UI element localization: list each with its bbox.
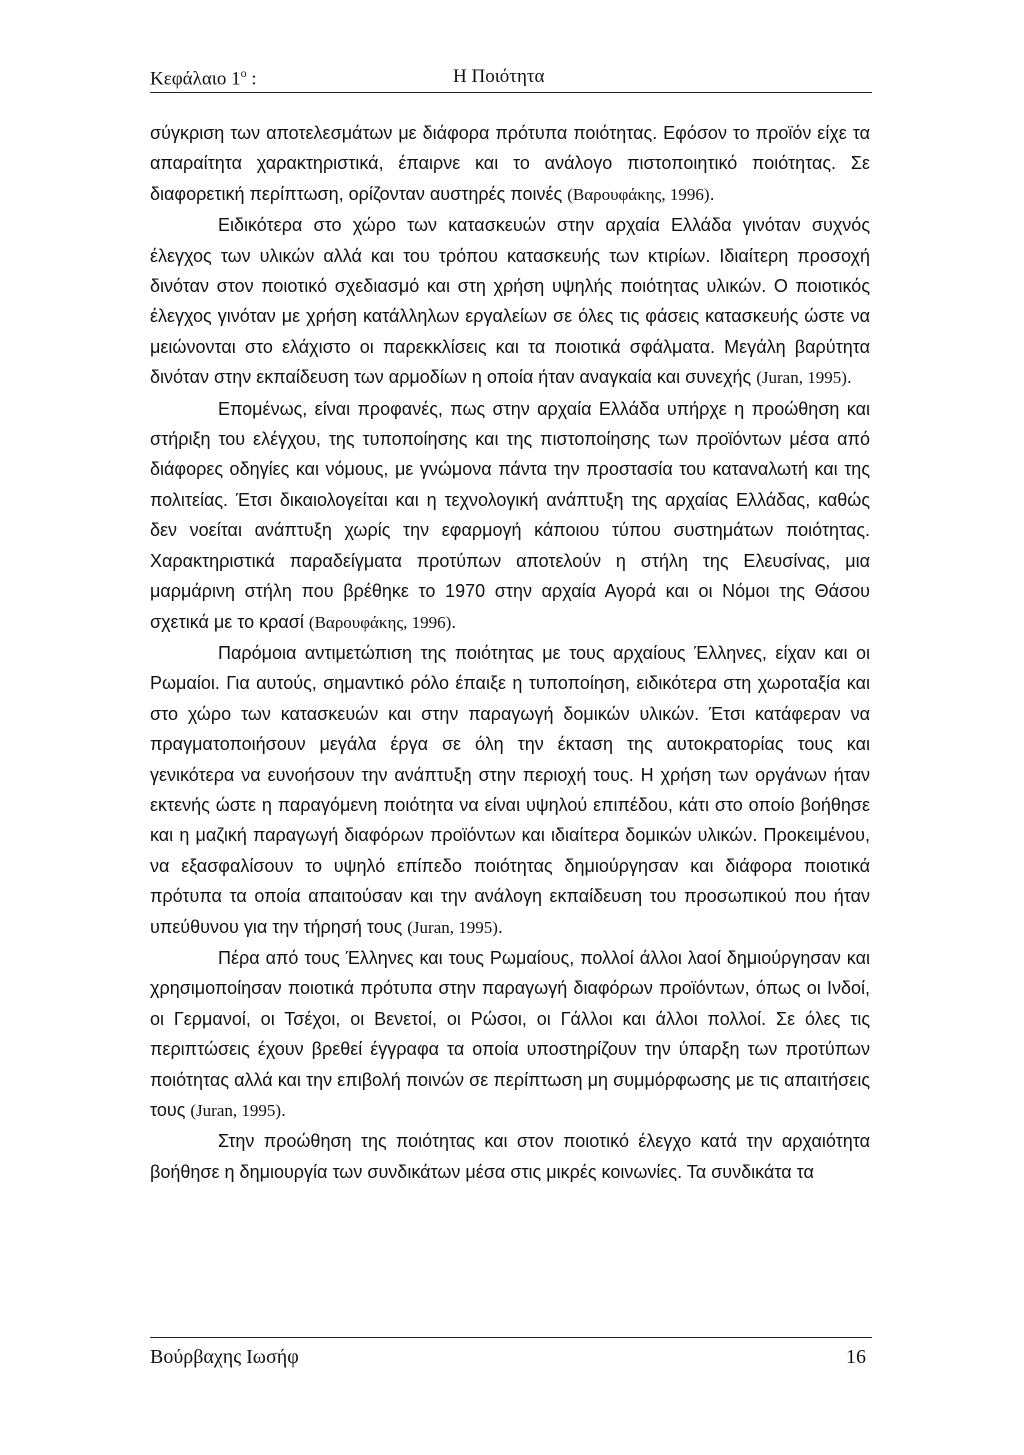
citation: (Βαρουφάκης, 1996) xyxy=(567,184,710,204)
chapter-label xyxy=(150,66,257,90)
paragraph-4 xyxy=(150,638,870,943)
paragraph-text: Ειδικότερα στο χώρο των κατασκευών στην αρχαία Ελλάδα γινόταν συχνός έλεγχος των υλικών αλλά και του τρόπου κατασκευής των κτιρίων. Ιδιαίτερη προσοχή δινόταν στον ποιοτικό σχεδιασμό και στη χρήση υψηλής ποιότητας υλικών. Ο ποιοτικός έλεγχος γινόταν με χρήση κατάλληλων εργαλείων σε όλες τις φάσεις κατασκευής ώστε να μειώνονται στο ελάχιστο οι παρεκκλίσεις και τα ποιοτικά σφάλματα. Μεγάλη βαρύτητα δινόταν στην εκπαίδευση των αρμοδίων η οποία ήταν αναγκαία και συνεχής xyxy=(150,215,870,388)
chapter-text: Κεφάλαιο 1 xyxy=(150,68,241,90)
page-number: 16 xyxy=(846,1346,866,1368)
header-title: Η Ποιότητα xyxy=(453,66,545,87)
paragraph-end: . xyxy=(281,1100,287,1120)
paragraph-end: . xyxy=(451,611,457,632)
paragraph-text: Πέρα από τους Έλληνες και τους Ρωμαίους, πολλοί άλλοι λαοί δημιούργησαν και χρησιμοποίησαν ποιοτικά πρότυπα στην παραγωγή διαφόρων προϊόντων, όπως οι Ινδοί, οι Γερμανοί, οι Τσέχοι, οι Βενετοί, οι Ρώσοι, οι Γάλλοι και άλλοι πολλοί. Σε όλες τις περιπτώσεις έχουν βρεθεί έγγραφα τα οποία υποστηρίζουν την ύπαρξη των προτύπων ποιότητας αλλά και την επιβολή ποινών σε περίπτωση μη συμμόρφωσης με τις απαιτήσεις τους xyxy=(150,947,870,1120)
paragraph-end: . xyxy=(709,183,715,204)
paragraph-end: . xyxy=(846,367,852,388)
paragraph-5 xyxy=(150,943,870,1126)
paragraph-text: Επομένως, είναι προφανές, πως στην αρχαία Ελλάδα υπήρχε η προώθηση και στήριξη του ελέγχου, της τυποποίησης και της πιστοποίησης των προϊόντων μέσα από διάφορες οδηγίες και νόμους, με γνώμονα πάντα την προστασία του καταναλωτή και της πολιτείας. Έτσι δικαιολογείται και η τεχνολογική ανάπτυξη της αρχαίας Ελλάδας, καθώς δεν νοείται ανάπτυξη χωρίς την εφαρμογή κάποιου τύπου συστημάτων ποιότητας. Χαρακτηριστικά παραδείγματα προτύπων αποτελούν η στήλη της Ελευσίνας, μια μαρμάρινη στήλη που βρέθηκε το 1970 στην αρχαία Αγορά και οι Νόμοι της Θάσου σχετικά με το κρασί xyxy=(150,398,870,632)
paragraph-3 xyxy=(150,394,870,638)
page-footer xyxy=(150,1337,872,1368)
paragraph-1 xyxy=(150,118,870,210)
paragraph-6 xyxy=(150,1126,870,1188)
footer-author: Βούρβαχης Ιωσήφ xyxy=(150,1346,299,1368)
citation: (Βαρουφάκης, 1996) xyxy=(308,612,452,632)
chapter-colon: : xyxy=(246,68,257,90)
paragraph-text: Στην προώθηση της ποιότητας και στον ποιοτικό έλεγχο κατά την αρχαιότητα βοήθησε η δημιουργία των συνδικάτων μέσα στις μικρές κοινωνίες. Τα συνδικάτα τα xyxy=(150,1131,870,1182)
paragraph-2 xyxy=(150,210,870,393)
citation: (Juran, 1995) xyxy=(407,917,498,937)
paragraph-text: Παρόμοια αντιμετώπιση της ποιότητας με τους αρχαίους Έλληνες, είχαν και οι Ρωμαίοι. Για αυτούς, σημαντικό ρόλο έπαιξε η τυποποίηση, ειδικότερα στη χωροταξία και στο χώρο των κατασκευών και στην παραγωγή δομικών υλικών. Έτσι κατάφεραν να πραγματοποιήσουν μεγάλα έργα σε όλη την έκταση της αυτοκρατορίας τους και γενικότερα να ευνοήσουν την ανάπτυξη στην περιοχή τους. Η χρήση των οργάνων ήταν εκτενής ώστε η παραγόμενη ποιότητα να είναι υψηλού επιπέδου, κάτι στο οποίο βοήθησε και η μαζική παραγωγή διαφόρων προϊόντων και ιδιαίτερα δομικών υλικών. Προκειμένου, να εξασφαλίσουν το υψηλό επίπεδο ποιότητας δημιούργησαν και διάφορα ποιοτικά πρότυπα τα οποία απαιτούσαν και την ανάλογη εκπαίδευση του προσωπικού που ήταν υπεύθυνου για την τήρησή τους xyxy=(150,642,870,937)
citation: (Juran, 1995) xyxy=(756,368,847,388)
paragraph-end: . xyxy=(497,916,503,937)
chapter-superscript: ο xyxy=(240,66,247,80)
citation: (Juran, 1995) xyxy=(190,1101,282,1120)
paragraph-text: σύγκριση των αποτελεσμάτων με διάφορα πρότυπα ποιότητας. Εφόσον το προϊόν είχε τα απαραίτητα χαρακτηριστικά, έπαιρνε και το ανάλογο πιστοποιητικό ποιότητας. Σε διαφορετική περίπτωση, ορίζονταν αυστηρές ποινές xyxy=(150,123,870,204)
body-text xyxy=(150,118,870,1188)
page-header xyxy=(150,58,872,93)
